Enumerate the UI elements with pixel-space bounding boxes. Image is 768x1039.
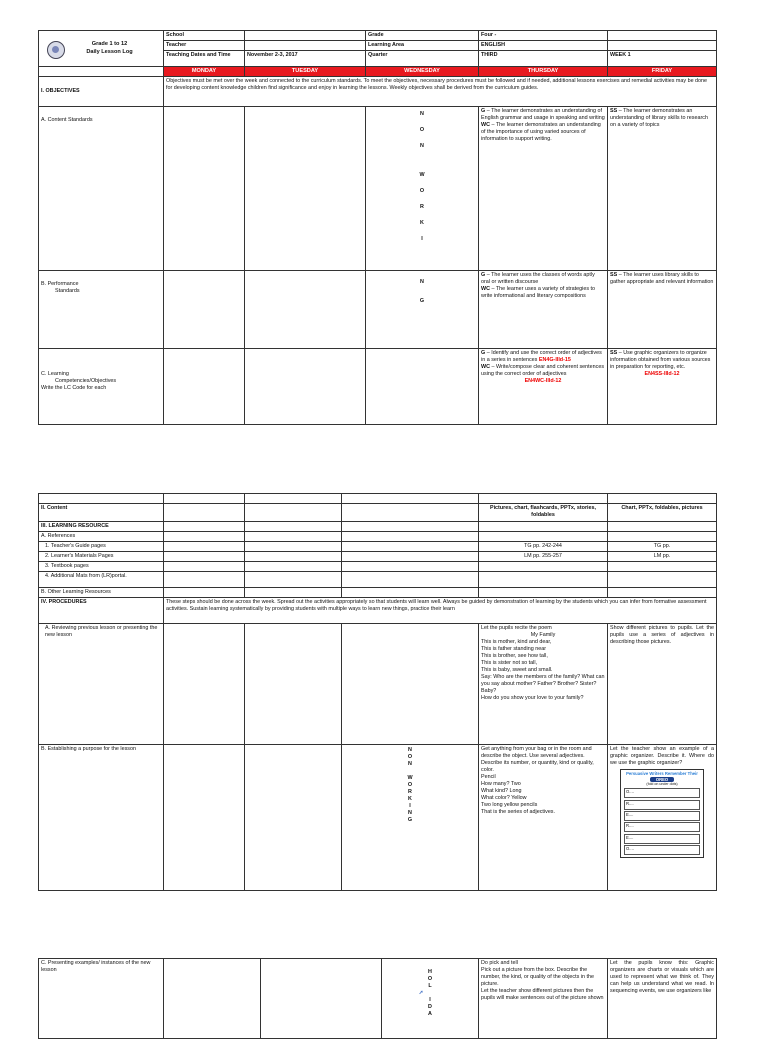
review-friday: Show different pictures to pupils. Let the pupils use a series of adjectives in describing those pictures. — [608, 624, 717, 745]
non-working-marker-3: N O N W O R K I N G — [342, 745, 479, 891]
textbook-label: 3. Textbook pages — [39, 562, 164, 572]
content-standards-label: A. Content Standards — [39, 107, 164, 271]
review-thursday: Let the pupils recite the poem My Family This is mother, kind and dear, This is father standing near This is brother, see how tall, This is sister not so tall, This is baby, sweet and small. Say: Who are the members of the family? What can you say about mother? Father? Brother? Sister? Baby? How do you show your love to your family? — [479, 624, 608, 745]
content-friday: Chart, PPTx, foldables, pictures — [608, 504, 717, 522]
dates-label: Teaching Dates and Time — [164, 51, 245, 67]
performance-standards-friday: SS – The learner uses library skills to gather appropriate and relevant information — [608, 271, 717, 349]
purpose-friday: Let the teacher show an example of a graphic organizer. Describe it. Where do we use the graphic organizer? Persuasive Writers Remember Their OREO (fold on under dots) O.... R.... E.... R.... E.... O.... — [608, 745, 717, 891]
content-thursday: Pictures, chart, flashcards, PPTx, stories, foldables — [479, 504, 608, 522]
competencies-label: C. Learning Competencies/Objectives Write the LC Code for each — [39, 349, 164, 425]
lc-code-g: EN4G-IIId-15 — [538, 357, 571, 364]
day-tuesday: TUESDAY — [245, 67, 366, 77]
day-friday: FRIDAY — [608, 67, 717, 77]
performance-standards-thursday: G – The learner uses the classes of words aptly oral or written discourse WC – The learner uses a variety of strategies to write informational and literary compositions — [479, 271, 608, 349]
performance-standards-label: B. Performance Standards — [39, 271, 164, 349]
holiday-marker: H O L ➚ I D A — [382, 959, 479, 1039]
quarter-value: THIRD — [479, 51, 608, 67]
day-wednesday: WEDNESDAY — [366, 67, 479, 77]
title-line1: Grade 1 to 12 — [91, 41, 128, 48]
area-label: Learning Area — [366, 41, 479, 51]
presenting-label: C. Presenting examples/ instances of the new lesson — [39, 959, 164, 1039]
objectives-label: I. OBJECTIVES — [39, 77, 164, 107]
competencies-thursday: G – Identify and use the correct order of adjectives in a series in sentences EN4G-IIId-15 WC – Write/compose clear and coherent sentences using the correct order of adjectives EN4WC-IIId-12 — [479, 349, 608, 425]
non-working-marker: N O N W O R K I — [366, 107, 479, 271]
content-standards-thursday: G – The learner demonstrates an understanding of English grammar and usage in speaking and writing WC – The learner demonstrates an understanding of the importance of using varied sources of information to support writing. — [479, 107, 608, 271]
lesson-log-presenting-table — [38, 958, 717, 1039]
presenting-friday: Let the pupils know this: Graphic organizers are charts or visuals which are used to represent what we think of. They can help us understand what we read. In sequencing events, we use organizers like — [608, 959, 717, 1039]
references-label: A. References — [39, 532, 164, 542]
purpose-thursday: Get anything from your bag or in the room and describe the object. Use several adjectives. Describe its number, or quantity, kind or quality, color. Pencil How many? Two What kind? Long What color? Yellow Two long yellow pencils That is the series of adjectives. — [479, 745, 608, 891]
lm-thursday: LM pp. 255-257 — [479, 552, 608, 562]
school-label: School — [164, 31, 245, 41]
quarter-label: Quarter — [366, 51, 479, 67]
tg-label: 1. Teacher's Guide pages — [39, 542, 164, 552]
resources-label: III. LEARNING RESOURCE — [39, 522, 164, 532]
content-label: II. Content — [39, 504, 164, 522]
lc-code-wc: EN4WC-IIId-12 — [524, 378, 562, 385]
presenting-thursday: Do pick and tell Pick out a picture from the box. Describe the number, the kind, or quality of the objects in the picture. Let the teacher show different pictures then the pupils will make sentences out of the picture shown — [479, 959, 608, 1039]
lc-code-ss: EN4SS-IIId-12 — [644, 371, 680, 378]
oreo-graphic-organizer: Persuasive Writers Remember Their OREO (fold on under dots) O.... R.... E.... R.... E.... O.... — [620, 769, 704, 858]
content-standards-friday: SS – The learner demonstrates an understanding of library skills to research on a variety of topics — [608, 107, 717, 271]
teacher-value — [245, 41, 366, 51]
oreo-logo: OREO — [650, 777, 674, 782]
title-line2: Daily Lesson Log — [86, 48, 133, 55]
dates-value: November 2-3, 2017 — [245, 51, 366, 67]
additional-label: 4. Additional Mats from (LR)portal. — [39, 572, 164, 588]
non-working-marker-2: N G — [366, 271, 479, 349]
lm-label: 2. Learner's Materials Pages — [39, 552, 164, 562]
other-resources-label: B. Other Learning Resources — [39, 588, 164, 598]
deped-seal-icon — [47, 41, 65, 59]
review-label: A. Reviewing previous lesson or presenting the new lesson — [39, 624, 164, 745]
procedures-label: IV. PROCEDURES — [39, 598, 164, 624]
tg-thursday: TG pp. 242-244 — [479, 542, 608, 552]
competencies-friday: SS – Use graphic organizers to organize information obtained from various sources in preparation for reporting, etc. EN4SS-IIId-12 — [608, 349, 717, 425]
grade-label: Grade — [366, 31, 479, 41]
lesson-log-procedures-table — [38, 493, 717, 891]
procedures-text: These steps should be done across the week. Spread out the activities appropriately so that students will learn well. Always be guided by demonstration of learning by the students which you can infer from formative assessment activities. Sustain learning systematically by providing students with multiple ways to learn new things, practice their learn — [164, 598, 717, 624]
purpose-label: B. Establishing a purpose for the lesson — [39, 745, 164, 891]
school-value — [245, 31, 366, 41]
area-value: ENGLISH — [479, 41, 608, 51]
teacher-label: Teacher — [164, 41, 245, 51]
week-value: WEEK 1 — [608, 51, 717, 67]
grade-value: Four - — [479, 31, 608, 41]
log-title-cell — [39, 31, 164, 67]
objectives-text: Objectives must be met over the week and connected to the curriculum standards. To meet the objectives, necessary procedures must be followed and if needed, additional lessons exercises and remedial activities may be done for developing content knowledge children find significance and enjoy in learning the lessons. Weekly objectives shall be derived from the curriculum guides. — [164, 77, 717, 107]
lm-friday: LM pp. — [608, 552, 717, 562]
lesson-log-header-table — [38, 30, 717, 425]
day-thursday: THURSDAY — [479, 67, 608, 77]
tg-friday: TG pp. — [608, 542, 717, 552]
day-monday: MONDAY — [164, 67, 245, 77]
